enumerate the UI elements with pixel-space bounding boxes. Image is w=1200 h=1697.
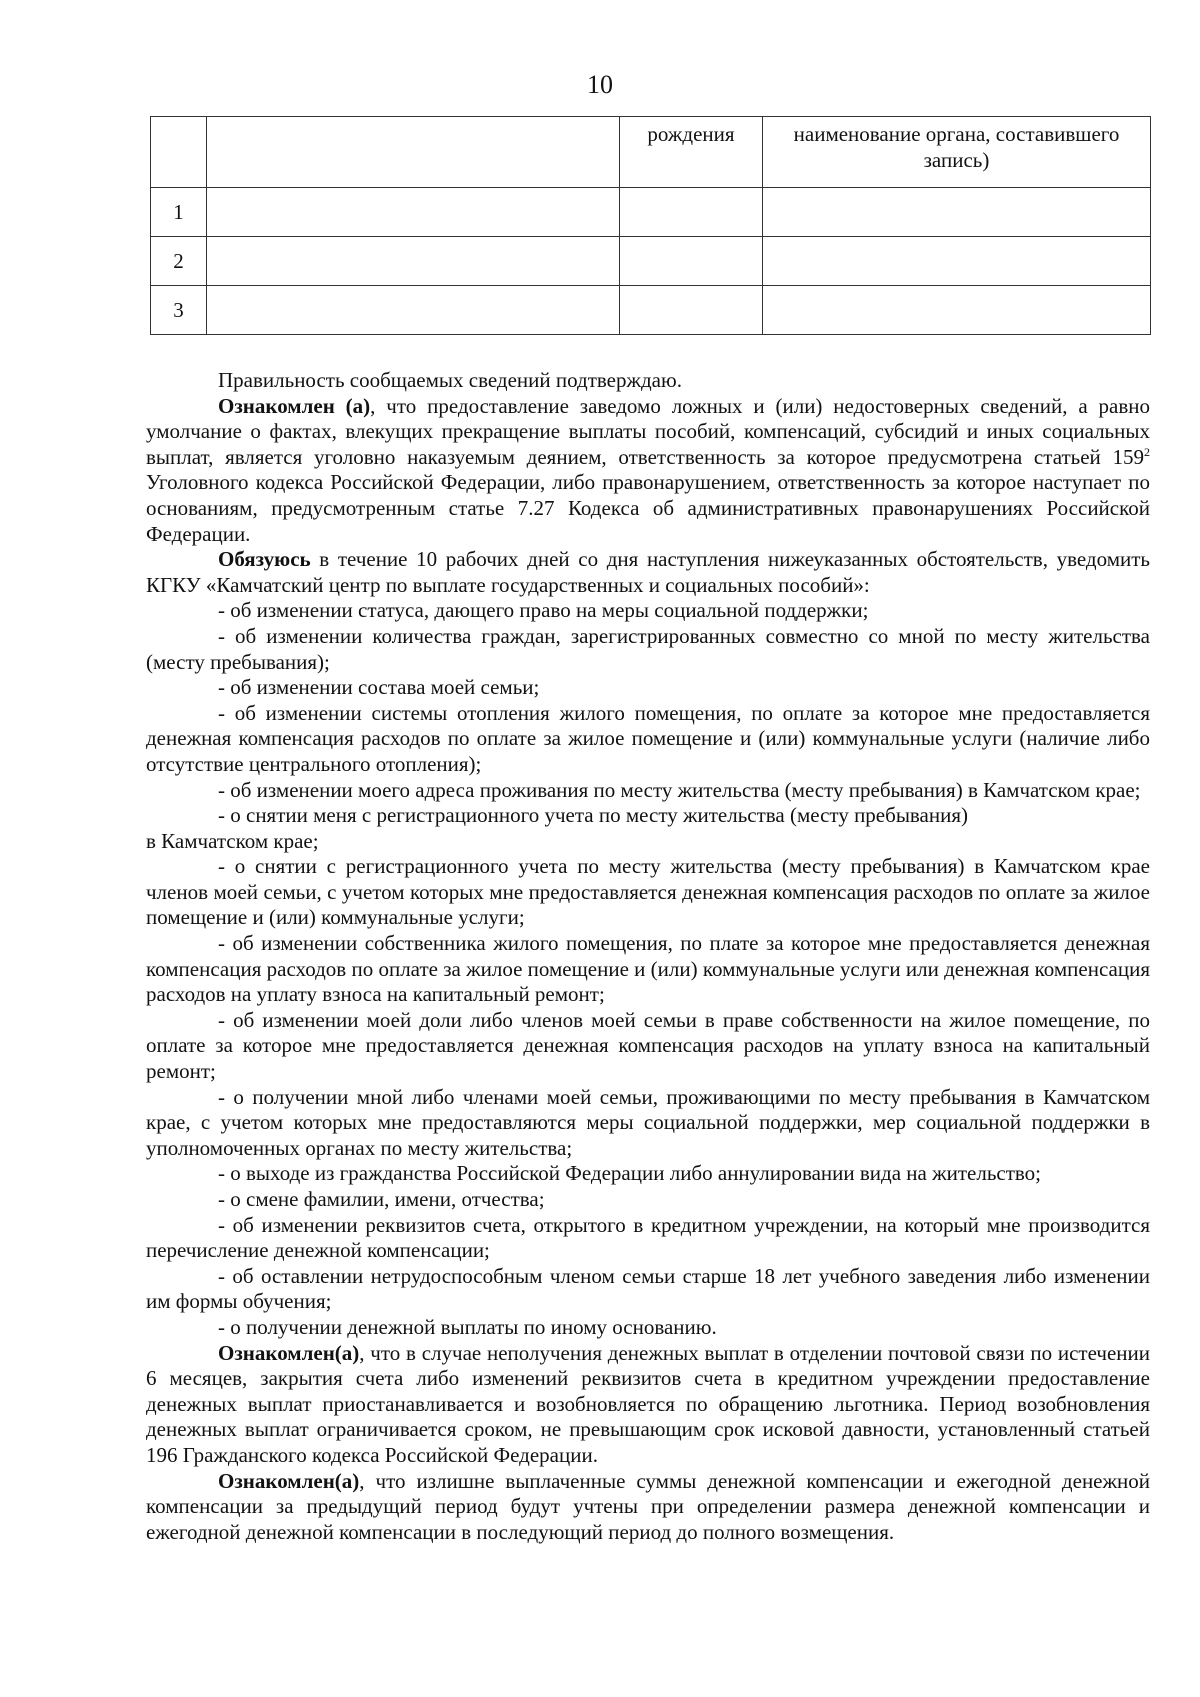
row-number: 2 [151, 237, 207, 286]
table-row [151, 286, 1151, 335]
list-item: - об изменении реквизитов счета, открытого в кредитном учреждении, на который мне производится перечисление денежной компенсации; [146, 1212, 1150, 1263]
acknowledgement-paragraph-liability [146, 394, 1150, 548]
paragraph-text: в течение 10 рабочих дней со дня наступления нижеуказанных обстоятельств, уведомить КГКУ «Камчатский центр по выплате государственных и социальных пособий»: [146, 547, 1150, 597]
table-cell [620, 286, 763, 335]
paragraph-text: , что в случае неполучения денежных выплат в отделении почтовой связи по истечении 6 месяцев, закрытия счета либо изменений реквизитов счета в кредитном учреждении предоставление денежных выплат приостанавливается и возобновляется по обращению льготника. Период возобновления денежных выплат ограничивается сроком, не превышающим срок исковой давности, установленный статьей 196 Гражданского кодекса Российской Федерации. [146, 1340, 1150, 1467]
acknowledged-label: Ознакомлен(а) [218, 1340, 360, 1365]
list-item: - об изменении состава моей семьи; [218, 675, 540, 700]
list-item: - о получении мной либо членами моей семьи, проживающими по месту пребывания в Камчатском крае, с учетом которых мне предоставляются меры социальной поддержки, мер социальной поддержки в уполномоченных органах по месту жительства; [146, 1084, 1150, 1160]
confirmation-paragraph: Правильность сообщаемых сведений подтверждаю. [218, 368, 682, 392]
table-cell [763, 188, 1151, 237]
page-number: 10 [587, 70, 613, 99]
acknowledgement-paragraph-overpayment [146, 1469, 1150, 1546]
header-cell-record-authority: наименование органа, составившего запись) [763, 117, 1151, 188]
header-cell-birth: рождения [620, 117, 763, 188]
document-body [146, 368, 1150, 1545]
list-item: - об изменении статуса, дающего право на меры социальной поддержки; [218, 598, 869, 623]
list-item: - о выходе из гражданства Российской Федерации либо аннулировании вида на жительство; [218, 1161, 1042, 1186]
acknowledgement-paragraph-suspension [146, 1341, 1150, 1469]
list-item: - об изменении собственника жилого помещения, по плате за которое мне предоставляется денежная компенсация расходов по оплате за жилое помещение и (или) коммунальные услуги или денежная компенсация расходов на уплату взноса на капитальный ремонт; [146, 931, 1150, 1007]
list-item: - об оставлении нетрудоспособным членом семьи старше 18 лет учебного заведения либо изменении им формы обучения; [146, 1263, 1150, 1314]
table-cell [207, 237, 620, 286]
list-item: - о снятии меня с регистрационного учета по месту жительства (месту пребывания) [218, 803, 969, 828]
paragraph-text: , что предоставление заведомо ложных и (или) недостоверных сведений, а равно умолчание о фактах, влекущих прекращение выплаты пособий, компенсаций, субсидий и иных социальных выплат, является уголовно наказуемым деянием, ответственность за которое предусмотрена статьей 159 [146, 393, 1150, 469]
list-item-continuation: в Камчатском крае; [146, 828, 319, 853]
list-item: - об изменении количества граждан, зарегистрированных совместно со мной по месту жительства (месту пребывания); [146, 623, 1150, 674]
list-item: - о получении денежной выплаты по иному основанию. [218, 1314, 717, 1339]
list-item: - о смене фамилии, имени, отчества; [218, 1187, 545, 1211]
table-row [151, 188, 1151, 237]
list-item: - об изменении системы отопления жилого помещения, по оплате за которое мне предоставляется денежная компенсация расходов по оплате за жилое помещение и (или) коммунальные услуги (наличие либо отсутствие центрального отопления); [146, 700, 1150, 776]
obligation-paragraph [146, 547, 1150, 598]
row-number: 1 [151, 188, 207, 237]
table-cell [620, 188, 763, 237]
table-cell [620, 237, 763, 286]
list-item: - о снятии с регистрационного учета по месту жительства (месту пребывания) в Камчатском крае членов моей семьи, с учетом которых мне предоставляется денежная компенсация расходов по оплате за жилое помещение и (или) коммунальные услуги; [146, 854, 1150, 930]
header-cell-name [207, 117, 620, 188]
header-cell-number [151, 117, 207, 188]
paragraph-text: Уголовного кодекса Российской Федерации, либо правонарушением, ответственность за которое наступает по основаниям, предусмотренным статье 7.27 Кодекса об административных правонарушениях Российской Федерации. [146, 470, 1150, 546]
row-number: 3 [151, 286, 207, 335]
table-cell [207, 188, 620, 237]
table-row [151, 237, 1151, 286]
table-cell [207, 286, 620, 335]
acknowledged-label: Ознакомлен (а) [218, 393, 371, 418]
list-item: - об изменении моей доли либо членов моей семьи в праве собственности на жилое помещение, по оплате за которое мне предоставляется денежная компенсация расходов на уплату взноса на капитальный ремонт; [146, 1007, 1150, 1084]
table-header-row [151, 117, 1151, 188]
obligation-label: Обязуюсь [218, 547, 311, 572]
table-cell [763, 237, 1151, 286]
records-table [150, 116, 1151, 335]
table-cell [763, 286, 1151, 335]
list-item: - об изменении моего адреса проживания по месту жительства (месту пребывания) в Камчатском крае; [218, 777, 1141, 802]
article-superscript: 2 [1144, 444, 1150, 459]
paragraph-text: , что излишне выплаченные суммы денежной компенсации и ежегодной денежной компенсации за предыдущий период будут учтены при определении размера денежной компенсации и ежегодной денежной компенсации в последующий период до полного возмещения. [146, 1468, 1150, 1544]
acknowledged-label: Ознакомлен(а) [218, 1468, 360, 1493]
